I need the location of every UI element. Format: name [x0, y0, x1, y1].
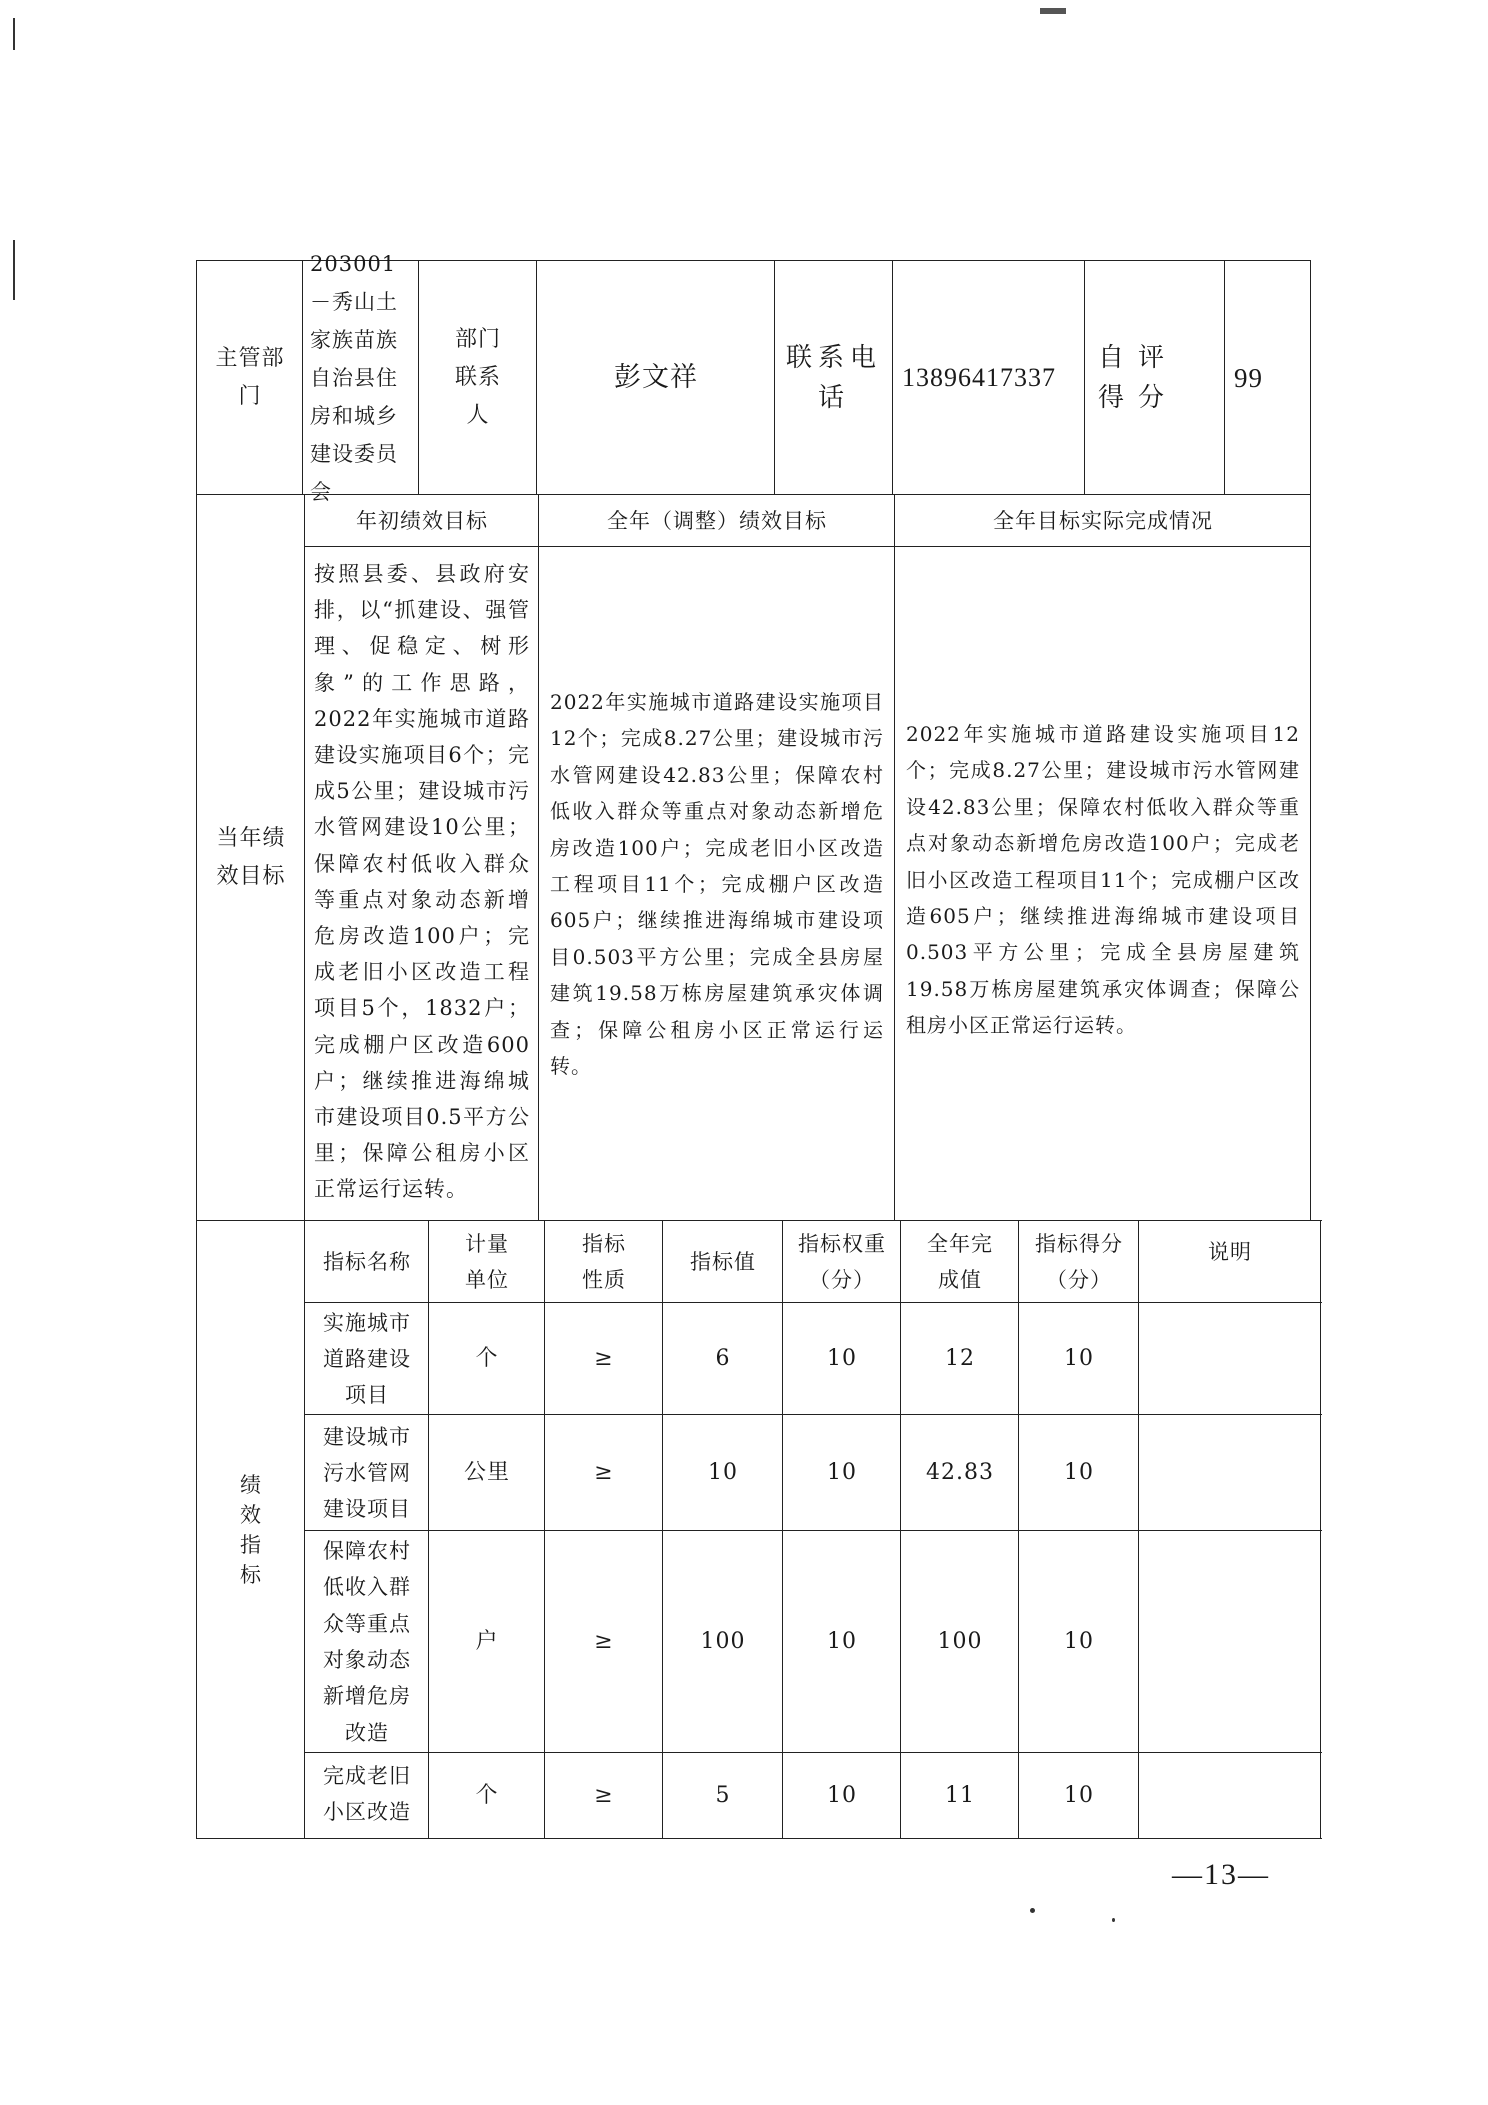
- row-1-note: [1140, 1304, 1320, 1414]
- scan-edge-mark: [13, 18, 15, 50]
- goals-section-label: 当年绩效目标: [216, 826, 286, 889]
- goals-col-actual-header: 全年目标实际完成情况: [993, 509, 1213, 533]
- row-3-value: 100: [700, 1629, 746, 1654]
- contact-label: 部门联系人: [454, 327, 501, 428]
- score-value: 99: [1234, 363, 1263, 393]
- header-actual: 全年完成值: [927, 1232, 993, 1292]
- score-label: 自评得分: [1098, 343, 1179, 413]
- header-score: 指标得分（分）: [1035, 1232, 1123, 1292]
- page-number: —13—: [1172, 1858, 1270, 1891]
- header-weight: 指标权重（分）: [798, 1232, 886, 1292]
- row-4-unit: 个: [475, 1783, 499, 1808]
- dept-label: 主管部门: [215, 346, 285, 409]
- goals-initial-text: 按照县委、县政府安排，以“抓建设、强管理、促稳定、树形象”的工作思路，2022年实施城市道路建设实施项目6个；完成5公里；建设城市污水管网建设10公里；保障农村低收入群众等重点对象动态新增危房改造100户；完成老旧小区改造工程项目5个，1832户；完成棚户区改造600户；继续推进海绵城市建设项目0.5平方公里；保障公租房小区正常运行运转。: [314, 562, 530, 1202]
- row-2-note: [1140, 1416, 1320, 1530]
- row-3-score: 10: [1064, 1629, 1094, 1654]
- header-unit: 计量单位: [465, 1232, 509, 1292]
- goals-col-initial-header: 年初绩效目标: [356, 509, 488, 533]
- scan-edge-mark: [13, 240, 15, 300]
- row-1-score: 10: [1064, 1346, 1094, 1371]
- row-2-name: 建设城市污水管网建设项目: [323, 1425, 411, 1521]
- row-1-nature: ≥: [594, 1346, 614, 1371]
- phone-value: 13896417337: [902, 363, 1056, 392]
- header-nature: 指标性质: [582, 1232, 626, 1292]
- row-4-value: 5: [715, 1783, 731, 1808]
- row-3-actual: 100: [937, 1629, 983, 1654]
- row-1-value: 6: [715, 1346, 731, 1371]
- row-1-unit: 个: [475, 1346, 499, 1371]
- scan-speck: [1112, 1918, 1115, 1922]
- goals-adjusted-text: 2022年实施城市道路建设实施项目12个；完成8.27公里；建设城市污水管网建设42.83公里；保障农村低收入群众等重点对象动态新增危房改造100户；完成老旧小区改造工程项目11个；完成棚户区改造605户；继续推进海绵城市建设项目0.503平方公里；完成全县房屋建筑19.58万栋房屋建筑承灾体调查；保障公租房小区正常运行运转。: [550, 690, 884, 1079]
- goals-actual-text: 2022年实施城市道路建设实施项目12个；完成8.27公里；建设城市污水管网建设42.83公里；保障农村低收入群众等重点对象动态新增危房改造100户；完成老旧小区改造工程项目11个；完成棚户区改造605户；继续推进海绵城市建设项目0.503平方公里；完成全县房屋建筑19.58万栋房屋建筑承灾体调查；保障公租房小区正常运行运转。: [906, 722, 1300, 1038]
- header-note: 说明: [1208, 1240, 1252, 1264]
- dept-name: 203001－秀山土家族苗族自治县住房和城乡建设委员会: [310, 252, 398, 504]
- row-1-name: 实施城市道路建设项目: [323, 1311, 411, 1407]
- row-4-nature: ≥: [594, 1783, 614, 1808]
- row-4-actual: 11: [945, 1783, 975, 1808]
- row-3-weight: 10: [827, 1629, 857, 1654]
- row-2-weight: 10: [827, 1460, 857, 1485]
- row-1-actual: 12: [945, 1346, 975, 1371]
- row-3-name: 保障农村低收入群众等重点对象动态新增危房改造: [323, 1538, 411, 1745]
- row-4-weight: 10: [827, 1783, 857, 1808]
- header-indicator-name: 指标名称: [323, 1250, 411, 1274]
- scan-top-smudge: [1040, 8, 1066, 14]
- phone-label: 联系电话: [785, 343, 882, 413]
- row-1-weight: 10: [827, 1346, 857, 1371]
- contact-name: 彭文祥: [614, 362, 698, 393]
- header-value: 指标值: [690, 1250, 756, 1274]
- row-3-nature: ≥: [594, 1629, 614, 1654]
- row-2-actual: 42.83: [926, 1460, 994, 1485]
- row-2-value: 10: [708, 1460, 738, 1485]
- row-4-score: 10: [1064, 1783, 1094, 1808]
- row-2-unit: 公里: [463, 1460, 510, 1485]
- row-3-note: [1140, 1532, 1320, 1752]
- row-2-score: 10: [1064, 1460, 1094, 1485]
- row-2-nature: ≥: [594, 1460, 614, 1485]
- goals-col-adjusted-header: 全年（调整）绩效目标: [607, 509, 827, 533]
- scan-speck: [1030, 1908, 1035, 1913]
- indicators-section-label: 绩效指标: [240, 1473, 262, 1587]
- row-4-name: 完成老旧小区改造: [323, 1764, 411, 1824]
- row-3-unit: 户: [475, 1629, 499, 1654]
- row-4-note: [1140, 1754, 1320, 1838]
